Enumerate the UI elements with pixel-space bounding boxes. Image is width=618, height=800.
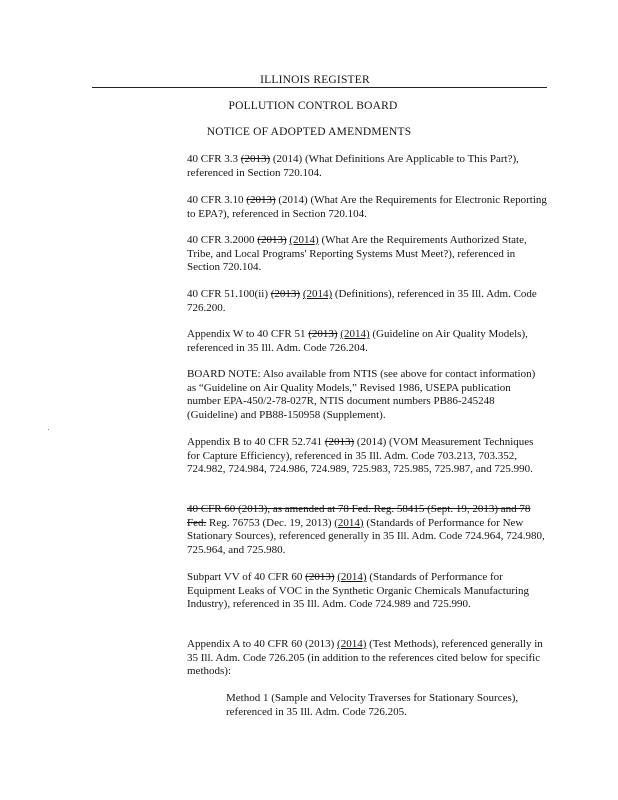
- deleted-text: (2013): [240, 153, 271, 165]
- paragraph-40cfr-51-100: 40 CFR 51.100(ii) (2013) (2014) (Definitions), referenced in 35 Ill. Adm. Code 726.200.: [187, 288, 537, 314]
- deleted-text: (2013): [324, 436, 355, 448]
- deleted-text: (2013): [270, 288, 301, 300]
- inserted-text: (2014): [337, 571, 367, 583]
- inserted-text: (2014): [340, 328, 370, 340]
- notice-title: NOTICE OF ADOPTED AMENDMENTS: [206, 126, 412, 138]
- inserted-text: (2014): [334, 516, 364, 529]
- board-title: POLLUTION CONTROL BOARD: [228, 100, 398, 112]
- inserted-text: (2014): [289, 234, 319, 246]
- paragraph-40cfr-3-2000: 40 CFR 3.2000 (2013) (2014) (What Are the Requirements Authorized State, Tribe, and Local Programs' Reporting Systems Must Meet?), referenced in Section 720.104.: [187, 234, 527, 273]
- paragraph-40cfr-3-10: 40 CFR 3.10 (2013) (2014) (What Are the Requirements for Electronic Reporting to EPA?), referenced in Section 720.104.: [187, 194, 547, 220]
- deleted-text: (2013): [305, 571, 335, 583]
- method-1-item: Method 1 (Sample and Velocity Traverses for Stationary Sources), referenced in 35 Ill. Adm. Code 726.205.: [226, 692, 519, 718]
- inserted-text: (2014): [302, 288, 333, 300]
- scan-speck: [48, 429, 49, 430]
- paragraph-subpart-vv: Subpart VV of 40 CFR 60 (2013) (2014) (Standards of Performance for Equipment Leaks of VOC in the Synthetic Organic Chemicals Manufacturing Industry), referenced in 35 Ill. Adm. Code 724.989 and 725.990.: [187, 571, 530, 610]
- paragraph-appendix-w: Appendix W to 40 CFR 51 (2013) (2014) (Guideline on Air Quality Models), referenced in 35 Ill. Adm. Code 726.204.: [187, 328, 528, 354]
- deleted-text: 40 CFR 60 (2013), as amended at 78 Fed. Reg. 58415 (Sept. 19, 2013) and 78 Fed.: [187, 503, 531, 529]
- paragraph-appendix-b: Appendix B to 40 CFR 52.741 (2013) (2014) (VOM Measurement Techniques for Capture Efficiency), referenced in 35 Ill. Adm. Code 703.213, 703.352, 724.982, 724.984, 724.986, 724.989, 725.983, 725.985, 725.987, and 725.990.: [187, 436, 534, 475]
- deleted-text: (2013): [308, 328, 338, 340]
- paragraph-appendix-a: Appendix A to 40 CFR 60 (2013) (2014) (Test Methods), referenced generally in 35 Ill. Adm. Code 726.205 (in addition to the references cited below for specific methods):: [187, 638, 543, 677]
- board-note: BOARD NOTE: Also available from NTIS (see above for contact information) as “Guideline on Air Quality Models,” Revised 1986, USEPA publication number EPA-450/2-78-027R, NTIS document numbers PB86-245248 (Guideline) and PB88-150958 (Supplement).: [187, 368, 536, 421]
- deleted-text: (2013): [257, 234, 287, 246]
- register-title: ILLINOIS REGISTER: [260, 74, 370, 86]
- header-rule: [92, 87, 547, 88]
- paragraph-40cfr-3-3: 40 CFR 3.3 (2013) (2014) (What Definitions Are Applicable to This Part?), referenced in Section 720.104.: [187, 153, 519, 179]
- paragraph-40cfr-60: 40 CFR 60 (2013), as amended at 78 Fed. Reg. 58415 (Sept. 19, 2013) and 78 Fed. Reg. 76753 (Dec. 19, 2013) (2014) (Standards of Performance for New Stationary Sources), referenced generally in 35 Ill. Adm. Code 724.964, 724.980, 725.964, and 725.980.: [187, 503, 545, 556]
- deleted-text: (2013): [246, 194, 276, 206]
- inserted-text: (2014): [337, 638, 367, 650]
